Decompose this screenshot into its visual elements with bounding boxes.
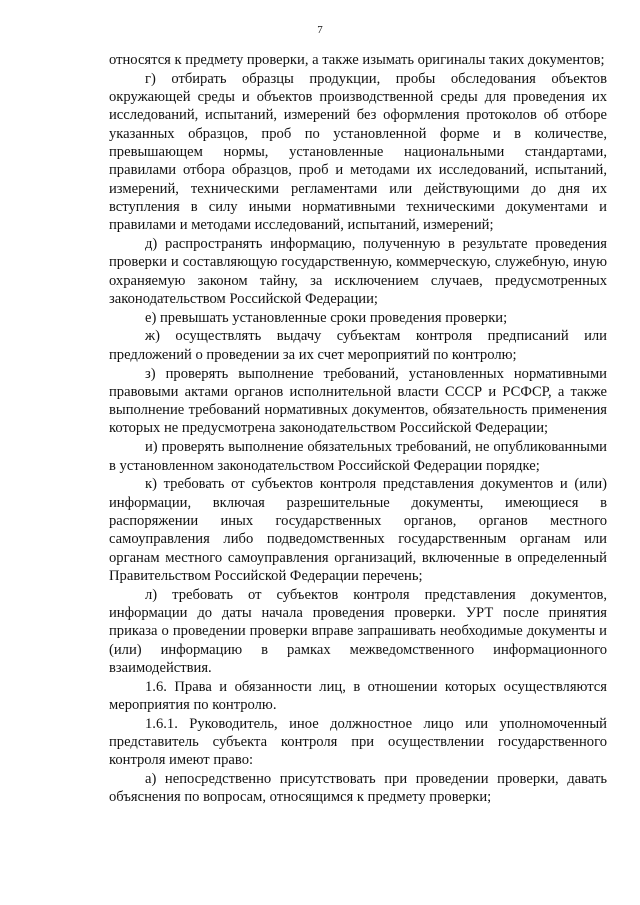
paragraph-item-z: з) проверять выполнение требований, установленных нормативными правовыми актами органов исполнительной власти СССР и РСФСР, а также выполнение требований нормативных документов, обязательность применения которых не предусмотрена законодательством Российской Федерации; xyxy=(109,365,607,437)
paragraph-item-g: г) отбирать образцы продукции, пробы обследования объектов окружающей среды и объектов производственной среды для проведения их исследований, испытаний, измерений без оформления протоколов об отборе указанных образцов, проб по установленной форме и в количестве, превышающем нормы, установленные национальными стандартами, правилами отбора образцов, проб и методами их исследований, испытаний, измерений, техническими регламентами или действующими до дня их вступления в силу иными нормативными техническими документами и правилами и методами исследований, испытаний, измерений; xyxy=(109,70,607,234)
paragraph-item-d: д) распространять информацию, полученную в результате проведения проверки и составляющую государственную, коммерческую, служебную, иную охраняемую законом тайну, за исключением случаев, предусмотренных законодательством Российской Федерации; xyxy=(109,235,607,307)
section-1-6-heading: 1.6. Права и обязанности лиц, в отношении которых осуществляются мероприятия по контролю. xyxy=(109,678,607,713)
paragraph-item-l: л) требовать от субъектов контроля представления документов, информации до даты начала проведения проверки. УРТ после принятия приказа о проведении проверки вправе запрашивать необходимые документы и (или) информацию в рамках межведомственного информационного взаимодействия. xyxy=(109,586,607,676)
section-1-6-1: 1.6.1. Руководитель, иное должностное лицо или уполномоченный представитель субъекта контроля при осуществлении государственного контроля имеют право: xyxy=(109,715,607,769)
paragraph-item-i: и) проверять выполнение обязательных требований, не опубликованными в установленном законодательством Российской Федерации порядке; xyxy=(109,439,607,474)
paragraph-continuation: относятся к предмету проверки, а также изымать оригиналы таких документов; xyxy=(109,52,605,68)
paragraph-item-e: е) превышать установленные сроки проведения проверки; xyxy=(145,309,508,326)
document-body xyxy=(109,51,607,807)
paragraph-item-k: к) требовать от субъектов контроля представления документов и (или) информации, включая разрешительные документы, имеющиеся в распоряжении иных государственных органов, органов местного самоуправления либо подведомственных государственным органам или органам местного самоуправления организаций, включенные в определенный Правительством Российской Федерации перечень; xyxy=(109,476,607,584)
page-number: 7 xyxy=(317,24,323,36)
paragraph-item-a: а) непосредственно присутствовать при проведении проверки, давать объяснения по вопросам, относящимся к предмету проверки; xyxy=(109,771,607,806)
paragraph-item-zh: ж) осуществлять выдачу субъектам контроля предписаний или предложений о проведении за их счет мероприятий по контролю; xyxy=(109,328,607,363)
